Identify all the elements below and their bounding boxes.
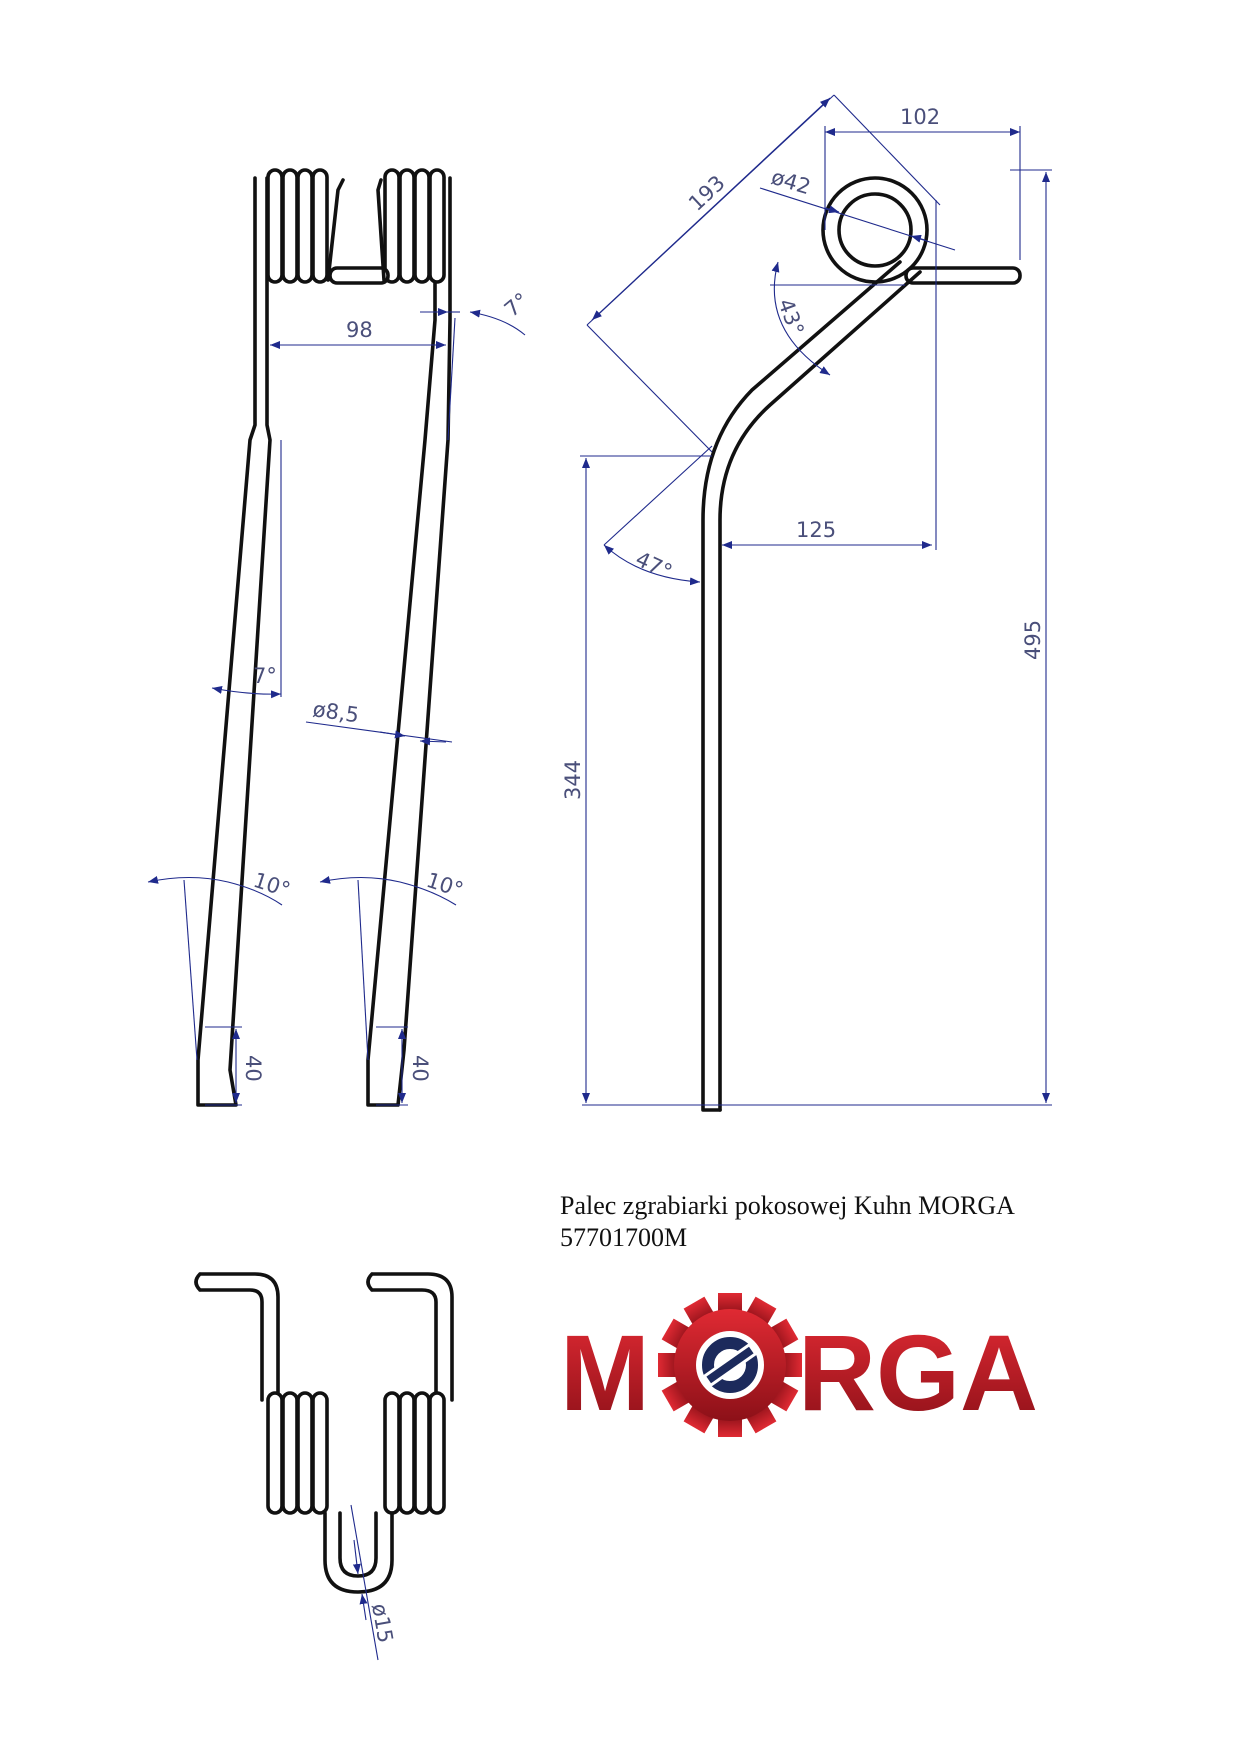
dim-40-right-label: 40 [408,1055,432,1082]
top-u-bend [325,1513,392,1592]
top-right-coils [385,1393,444,1513]
front-right-coils [385,170,444,282]
dim-495-label: 495 [1021,619,1045,660]
front-right-leg [368,178,450,1105]
dim-344-label: 344 [561,759,585,800]
dim-40-left-label: 40 [241,1055,265,1082]
top-right-hook [368,1274,452,1400]
dim-10-left-label: 10° [250,867,294,903]
caption-title: Palec zgrabiarki pokosowej Kuhn MORGA [560,1191,1015,1220]
dim-47-label: 47° [631,546,676,585]
front-bridge [330,268,388,283]
top-left-hook [196,1274,278,1400]
logo-text-m: M [560,1312,650,1433]
front-left-coils [268,170,327,282]
dim-43-label: 43° [773,295,809,339]
morga-logo-svg [558,1290,1088,1440]
dim-102-label: 102 [900,105,941,129]
dim-125-label: 125 [796,518,837,542]
top-left-coils [268,1393,327,1513]
dim-dia-15-label: ø15 [367,1601,398,1645]
side-rod-inner [703,262,900,1110]
front-left-leg [198,178,270,1105]
logo-text-rga: RGA [798,1312,1038,1433]
dim-7-mid-label: 7° [253,664,277,688]
dim-98-label: 98 [346,318,373,342]
dim-7-top-label: 7° [499,288,534,322]
part-caption [560,1190,1015,1254]
side-rod-outer [720,272,920,1110]
gear-wrench-icon [658,1293,802,1437]
top-view [196,1274,452,1660]
caption-part-number: 57701700M [560,1223,688,1252]
dim-193-label: 193 [684,170,730,216]
side-tail [906,268,1020,283]
dim-10-right-label: 10° [423,867,467,903]
side-eye-inner [839,194,911,266]
dim-dia-42-label: ø42 [768,164,814,200]
front-view [148,170,534,1105]
morga-logo [558,1290,1088,1440]
dim-dia-8-5-label: ø8,5 [311,697,361,728]
side-view [561,95,1052,1110]
